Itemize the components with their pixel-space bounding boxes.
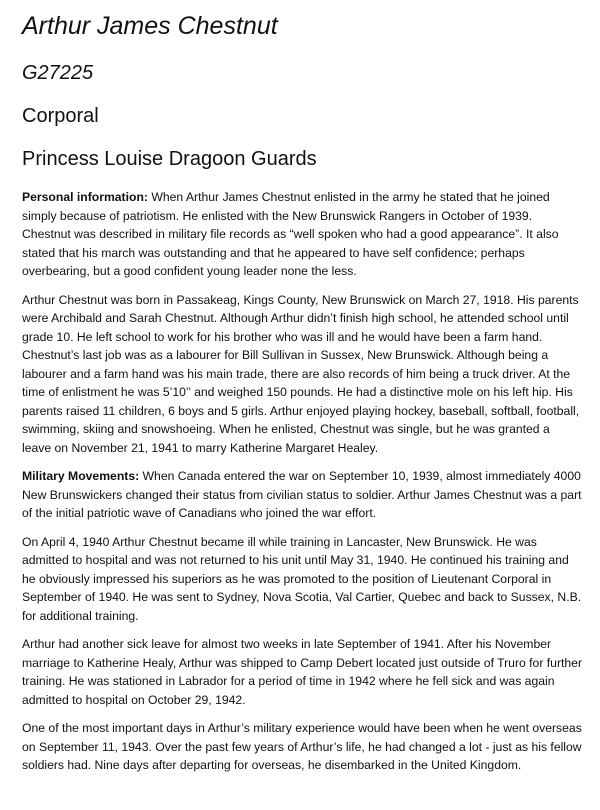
document-body [22, 188, 582, 785]
unit-name: Princess Louise Dragoon Guards [22, 148, 317, 170]
service-number: G27225 [22, 62, 94, 84]
section-label-personal-information: Personal information: [22, 190, 148, 204]
paragraph-overseas-1943 [22, 719, 582, 775]
paragraph-text: When Arthur James Chestnut enlisted in the army he stated that he joined simply because of patriotism. He enlisted with the New Brunswick Rangers in October of 1939. Chestnut was described in military file records as “well spoken who had a good appearance”. It also stated that his march was outstanding and that he appeared to have self confidence; perhaps overbearing, but a good confident young leader none the less. [22, 190, 559, 278]
paragraph-sick-leave-1941 [22, 635, 582, 709]
paragraph-training-1940 [22, 533, 582, 626]
paragraph-military-movements [22, 467, 582, 523]
paragraph-text: One of the most important days in Arthur’s military experience would have been when he went overseas on September 11, 1943. Over the past few years of Arthur’s life, he had changed a lot - just as his fellow soldiers had. Nine days after departing for overseas, he disembarked in the United Kingdom. [22, 721, 582, 772]
section-label-military-movements: Military Movements: [22, 469, 140, 483]
paragraph-text: Arthur had another sick leave for almost two weeks in late September of 1941. After his November marriage to Katherine Healy, Arthur was shipped to Camp Debert located just outside of Truro for further training. He was stationed in Labrador for a period of time in 1942 where he fell sick and was again admitted to hospital on October 29, 1942. [22, 637, 582, 707]
paragraph-text: Arthur Chestnut was born in Passakeag, Kings County, New Brunswick on March 27, 1918. His parents were Archibald and Sarah Chestnut. Although Arthur didn’t finish high school, he attended school until grade 10. He left school to work for his brother who was ill and he would have been a farm hand. Chestnut’s last job was as a labourer for Bill Sullivan in Sussex, New Brunswick. Although being a labourer and a farm hand was his main trade, there are also records of him being a truck driver. At the time of enlistment he was 5’10’’ and weighed 150 pounds. He had a distinctive mole on his left hip. His parents raised 11 children, 6 boys and 5 girls. Arthur enjoyed playing hockey, baseball, softball, football, swimming, skiing and snowshoeing. When he enlisted, Chestnut was single, but he was granted a leave on November 21, 1941 to marry Katherine Margaret Healey. [22, 292, 580, 455]
paragraph-text: On April 4, 1940 Arthur Chestnut became ill while training in Lancaster, New Brunswick. He was admitted to hospital and was not returned to his unit until May 31, 1940. He continued his training and he obviously impressed his superiors as he was promoted to the position of Lieutenant Corporal in September of 1940. He was sent to Sydney, Nova Scotia, Val Cartier, Quebec and back to Sussex, N.B. for additional training. [22, 534, 582, 623]
paragraph-text: When Canada entered the war on September 10, 1939, almost immediately 4000 New Brunswickers changed their status from civilian status to soldier. Arthur James Chestnut was a part of the initial patriotic wave of Canadians who joined the war effort. [22, 469, 582, 520]
page-title: Arthur James Chestnut [22, 12, 278, 40]
paragraph-birth-and-family [22, 291, 582, 458]
rank: Corporal [22, 105, 99, 127]
paragraph-personal-information [22, 188, 582, 281]
